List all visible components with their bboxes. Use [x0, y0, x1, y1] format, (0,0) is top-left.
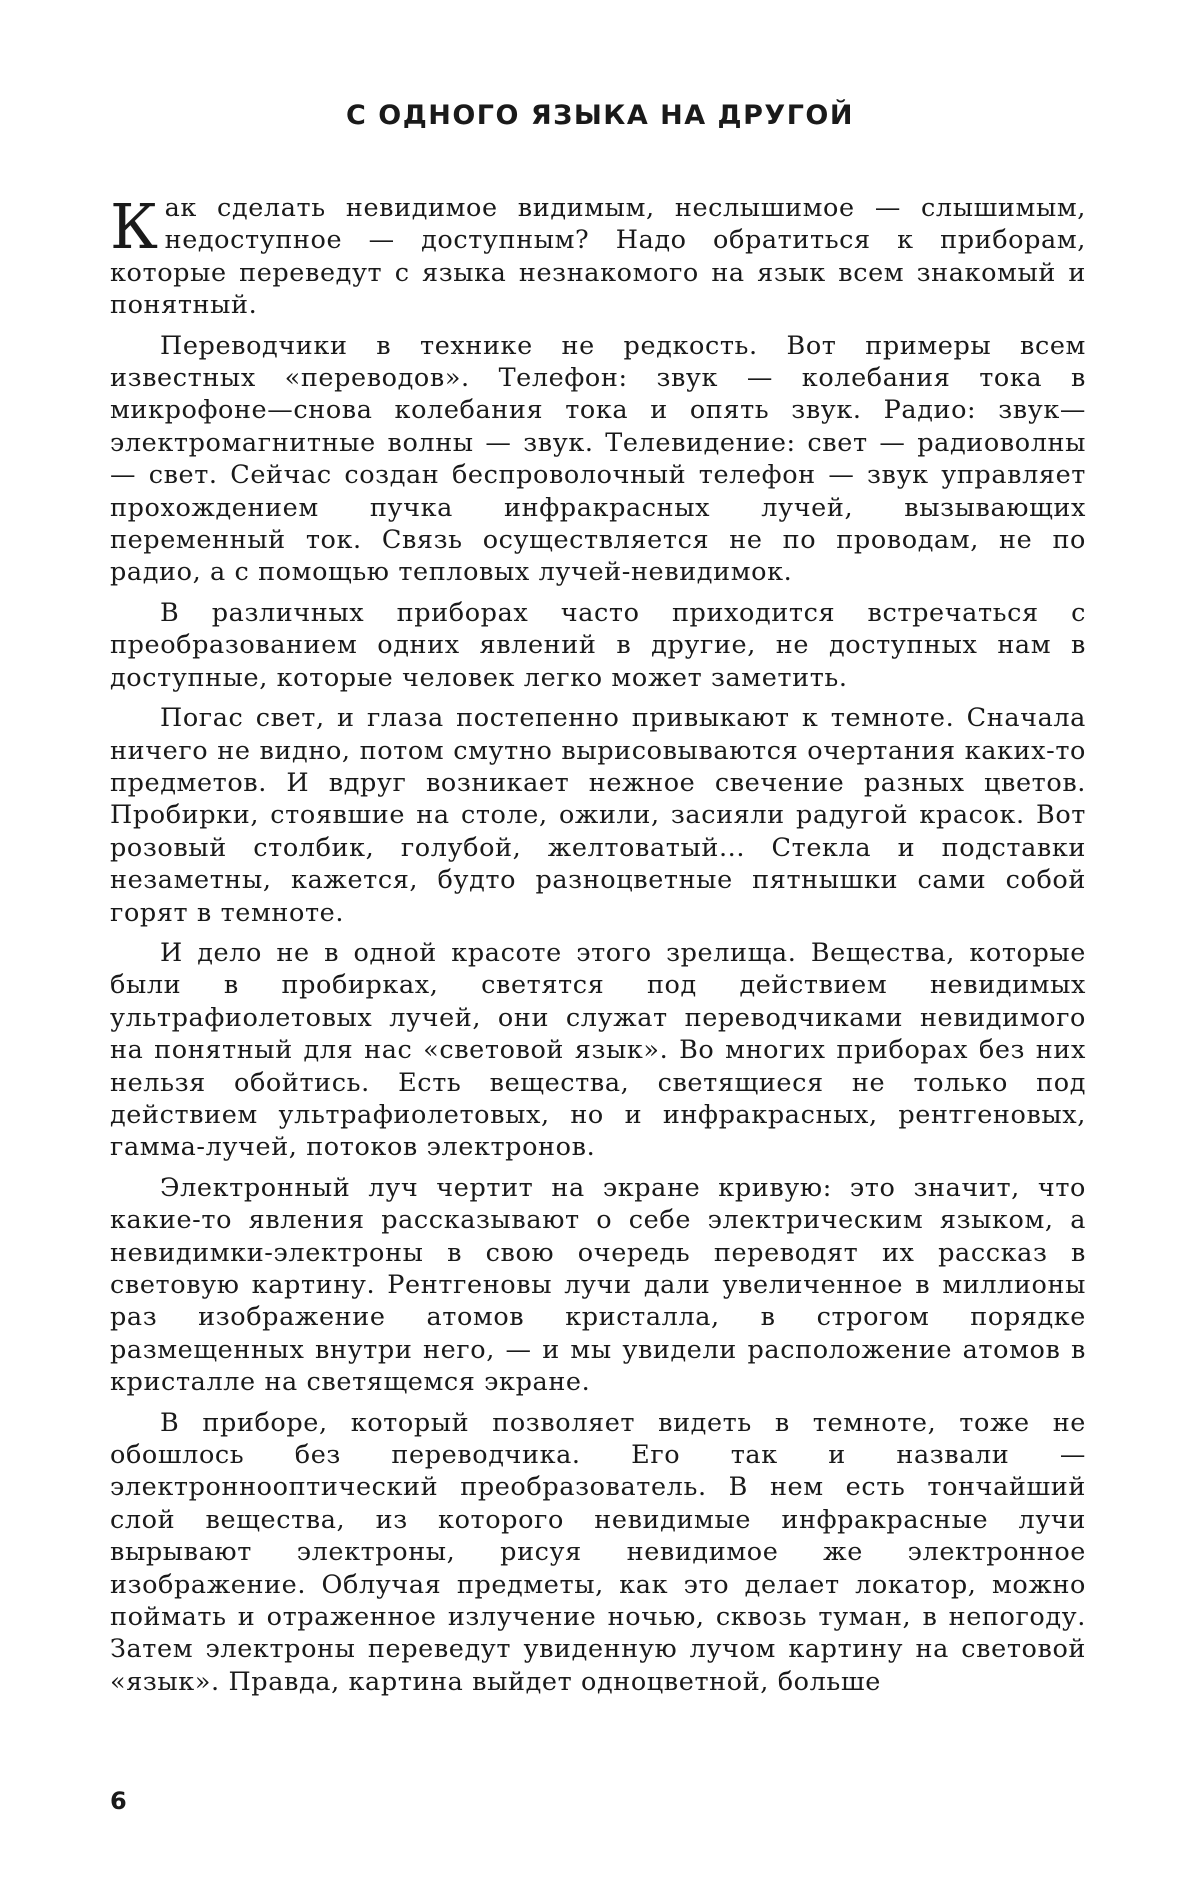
paragraph-1-text: ак сделать невидимое видимым, неслышимое — слышимым, недоступное — доступным? Надо обратиться к приборам, которые переведут с языка незнакомого на язык всем знакомый и понятный. [110, 193, 1086, 321]
paragraph-7: В приборе, который позволяет видеть в темноте, тоже не обошлось без переводчика. Его так и назвали — электроннооптический преобразователь. В нем есть тончайший слой вещества, из которого невидимые инфракрасные лучи вырывают электроны, рисуя невидимое же электронное изображение. Облучая предметы, как это делает локатор, можно поймать и отраженное излучение ночью, сквозь туман, в непогоду. Затем электроны переведут увиденную лучом картину на световой «язык». Правда, картина выйдет одноцветной, больше [110, 1407, 1086, 1697]
paragraph-5: И дело не в одной красоте этого зрелища. Вещества, которые были в пробирках, светятся под действием невидимых ультрафиолетовых лучей, они служат переводчиками невидимого на понятный для нас «световой язык». Во многих приборах без них нельзя обойтись. Есть вещества, светящиеся не только под действием ультрафиолетовых, но и инфракрасных, рентгеновых, гамма-лучей, потоков электронов. [110, 937, 1086, 1163]
drop-cap: К [110, 190, 159, 263]
paragraph-3: В различных приборах часто приходится встречаться с преобразованием одних явлений в другие, не доступных нам в доступные, которые человек легко может заметить. [110, 597, 1086, 693]
paragraph-2: Переводчики в технике не редкость. Вот примеры всем известных «переводов». Телефон: звук — колебания тока в микрофоне—снова колебания тока и опять звук. Радио: звук— электромагнитные волны — звук. Телевидение: свет — радиоволны — свет. Сейчас создан беспроволочный телефон — звук управляет прохождением пучка инфракрасных лучей, вызывающих переменный ток. Связь осуществляется не по проводам, не по радио, а с помощью тепловых лучей-невидимок. [110, 330, 1086, 588]
page-number: 6 [110, 1787, 127, 1815]
paragraph-1 [110, 192, 1086, 322]
paragraph-4: Погас свет, и глаза постепенно привыкают к темноте. Сначала ничего не видно, потом смутно вырисовываются очертания каких-то предметов. И вдруг возникает нежное свечение разных цветов. Пробирки, стоявшие на столе, ожили, засияли радугой красок. Вот розовый столбик, голубой, желтоватый... Стекла и подставки незаметны, кажется, будто разноцветные пятнышки сами собой горят в темноте. [110, 703, 1086, 928]
article-body [110, 192, 1086, 1706]
paragraph-6: Электронный луч чертит на экране кривую: это значит, что какие-то явления рассказывают о себе электрическим языком, а невидимки-электроны в свою очередь переводят их рассказ в световую картину. Рентгеновы лучи дали увеличенное в миллионы раз изображение атомов кристалла, в строгом порядке размещенных внутри него, — и мы увидели расположение атомов в кристалле на светящемся экране. [110, 1172, 1086, 1398]
chapter-title: С ОДНОГО ЯЗЫКА НА ДРУГОЙ [346, 100, 854, 131]
